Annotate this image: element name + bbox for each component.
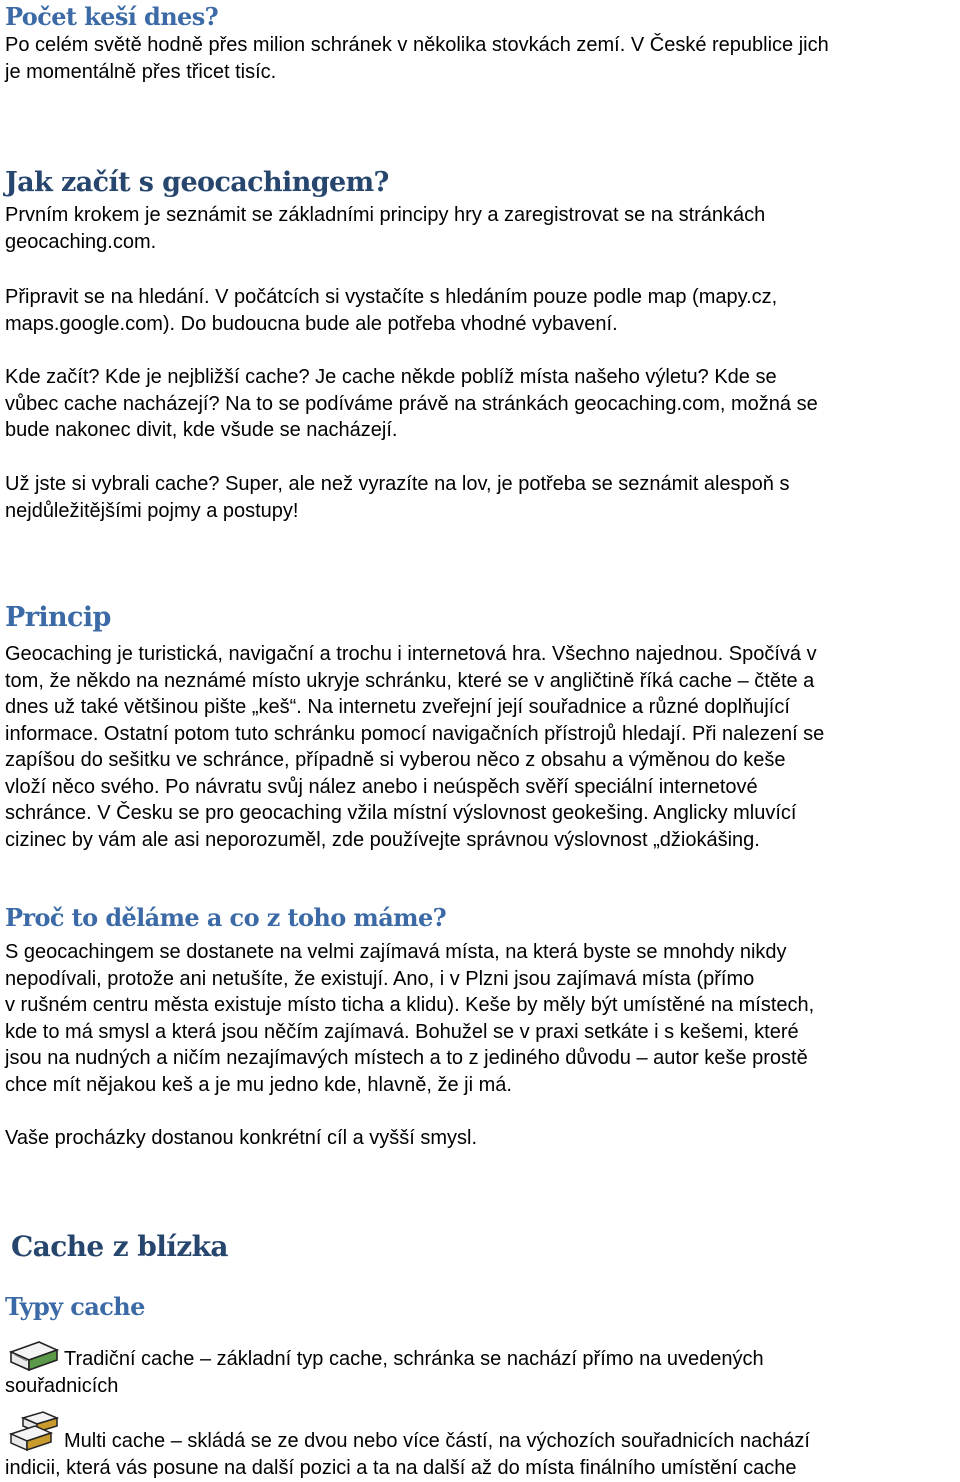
paragraph-registrace: Prvním krokem je seznámit se základními principy hry a zaregistrovat se na stránkách geocaching.com. bbox=[5, 204, 766, 253]
paragraph-princip: Geocaching je turistická, navigační a trochu i internetová hra. Všechno najednou. Spočívá v tom, že někdo na neznámé místo ukryje schránku, které se v angličtině říká cache – čtěte a dnes už také většinou pište „keš“. Na internetu zveřejní její souřadnice a různé doplňující informace. Ostatní potom tuto schránku pomocí navigačních přístrojů hledají. Při nalezení se zapíšou do sešitku ve schránce, případně si vyberou něco z obsahu a výměnou do keše vloží něco svého. Po návratu svůj nález anebo i neúspěch svěří speciální internetové schránce. V Česku se pro geocaching vžila místní výslovnost geokešing. Anglicky mluvící cizinec by vám ale asi neporozuměl, zde používejte správnou výslovnost „džiokášing. bbox=[5, 643, 825, 851]
heading-typy-cache: Typy cache bbox=[5, 1292, 145, 1321]
cache-type-multi: Multi cache – skládá se ze dvou nebo více částí, na výchozích souřadnicích nachází indicii, která vás posune na další pozici a ta na další až do místa finálního umístění cache bbox=[5, 1428, 955, 1482]
paragraph-proc: S geocachingem se dostanete na velmi zajímavá místa, na která byste se mnohdy nikdy nepodívali, protože ani netušíte, že existují. Ano, i v Plzni jsou zajímavá místa (přímo v rušném centru města existuje místo ticha a klidu). Keše by měly být umístěné na místech, kde to má smysl a která jsou něčím zajímavá. Bohužel se v praxi setkáte i s kešemi, které jsou na nudných a ničím nezajímavých místech a to z jediného důvodu – autor keše prostě chce mít nějakou keš a je mu jedno kde, hlavně, že ji má. bbox=[5, 941, 815, 1096]
heading-proc: Proč to děláme a co z toho máme? bbox=[5, 903, 447, 932]
heading-princip: Princip bbox=[5, 602, 111, 633]
heading-cache-z-blizka: Cache z blízka bbox=[11, 1230, 228, 1263]
paragraph-pocet: Po celém světě hodně přes milion schránek v několika stovkách zemí. V České republice jich je momentálně přes třicet tisíc. bbox=[5, 34, 829, 83]
heading-pocet-kesi: Počet keší dnes? bbox=[5, 2, 219, 31]
heading-jak-zacit: Jak začít s geocachingem? bbox=[5, 167, 389, 198]
paragraph-vybrali: Už jste si vybrali cache? Super, ale než vyrazíte na lov, je potřeba se seznámit alespoň s nejdůležitějšími pojmy a postupy! bbox=[5, 473, 790, 522]
paragraph-smysl: Vaše procházky dostanou konkrétní cíl a vyšší smysl. bbox=[5, 1127, 478, 1149]
cache-type-traditional: Tradiční cache – základní typ cache, schránka se nachází přímo na uvedených souřadnicích bbox=[5, 1346, 955, 1400]
multi-cache-icon bbox=[7, 1410, 61, 1462]
paragraph-kde-zacit: Kde začít? Kde je nejbližší cache? Je cache někde poblíž místa našeho výletu? Kde se vůbec cache nacházejí? Na to se podíváme právě na stránkách geocaching.com, možná se bude nakonec divit, kde všude se nacházejí. bbox=[5, 366, 818, 441]
paragraph-pripravit: Připravit se na hledání. V počátcích si vystačíte s hledáním pouze podle map (mapy.cz, maps.google.com). Do budoucna bude ale potřeba vhodné vybavení. bbox=[5, 286, 778, 335]
traditional-cache-icon bbox=[7, 1338, 61, 1380]
